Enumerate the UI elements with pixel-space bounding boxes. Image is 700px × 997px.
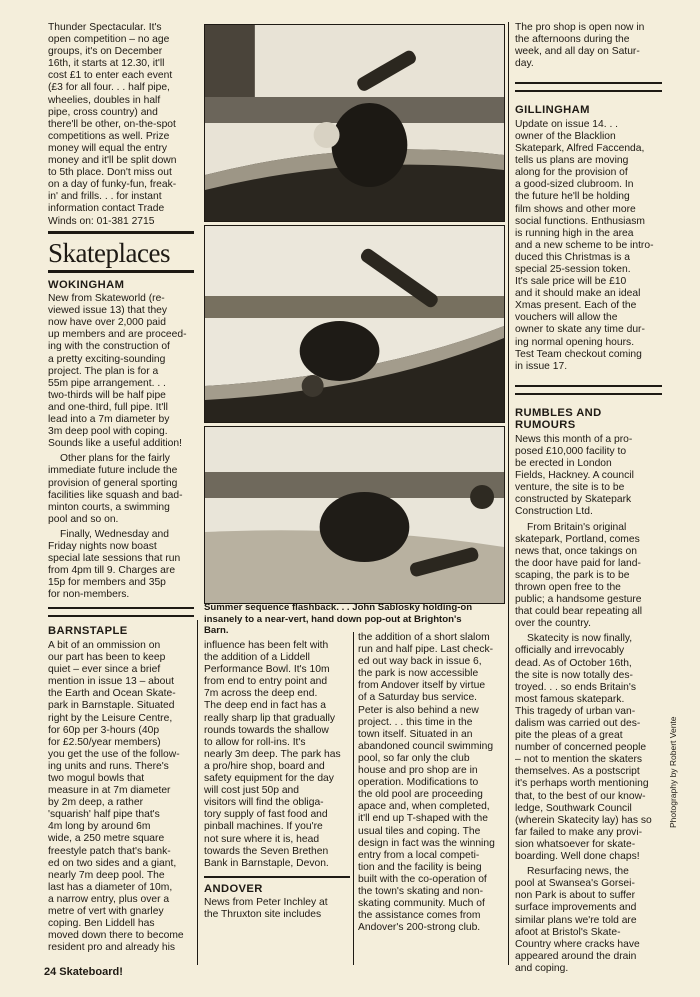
photo-skater-3 — [204, 426, 505, 604]
andover-divider — [204, 876, 350, 878]
gillingham-divider — [515, 82, 662, 92]
rumbles-paragraph-2: From Britain's original skatepark, Portland, comes news that, once takings on the door have paid for land- scaping, the park is to be thrown open free to the public; a handsome gesture that could bear repeating all over the country. — [515, 521, 643, 630]
column-4 — [515, 22, 662, 978]
photo-skater-1 — [204, 24, 505, 222]
wokingham-heading: WOKINGHAM — [48, 278, 125, 291]
rumbles-paragraph-1: News this month of a pro- posed £10,000 facility to be erected in London Fields, Hackney. A council venture, the site is to be constructed by Skatepark Construction Ltd. — [515, 433, 634, 518]
photo-credit — [668, 678, 682, 828]
andover-heading: ANDOVER — [204, 882, 263, 895]
column-divider — [508, 22, 509, 965]
photo-credit-text: Photography by Robert Vente — [668, 716, 678, 828]
wokingham-paragraph-3: Finally, Wednesday and Friday nights now boast special late sessions that run from 4pm till 9. Charges are 15p for members and 35p for non-members. — [48, 528, 181, 601]
gillingham-text: Update on issue 14. . . owner of the Blacklion Skatepark, Alfred Faccenda, tells us plans are moving along for the provision of a good-sized clubroom. In the future he'll be holding film shows and other more social functions. Enthusiasm is running high in the area and a new scheme to be intro- duced this Christmas is a special 25-session token. It's sale price will be £10 and it should make an ideal Xmas present. Each of the vouchers will allow the owner to skate any time dur- ing normal opening hours. Test Team checkout coming in issue 17. — [515, 118, 654, 372]
rumbles-heading: RUMBLES AND RUMOURS — [515, 406, 602, 432]
gillingham-heading: GILLINGHAM — [515, 104, 590, 117]
thunder-spectacular-text: Thunder Spectacular. It's open competition – no age groups, it's on December 16th, it starts at 12.30, it'll cost £1 to enter each event (£3 for all four. . . half pipe, wheelies, doubles in half pipe, cross country) and there'll be other, on-the-spot competitions as well. Prize money will equal the entry money and it'll be split down to 5th place. Don't miss out on a day of funky-fun, freak- in' and frills. . . for instant information contact Trade Winds on: 01-381 2715 — [48, 22, 177, 227]
column-divider — [353, 632, 354, 965]
andover-text: News from Peter Inchley at the Thruxton site includes — [204, 897, 328, 921]
section-title: Skateplaces — [48, 237, 170, 268]
barnstaple-text: A bit of an ommission on our part has been to keep quiet – ever since a brief mention in issue 13 – about the Earth and Ocean Skate- park in Barnstaple. Situated right by the Leisure Centre, for 60p per 3-hours (40p for £2.50/year members) you get the use of the follow- ing units and runs. There's two mogul bowls that measure in at 7m diameter by 2m deep, a rather 'squarish' half pipe that's 4m long by around 6m wide, a 250 metre square freestyle patch that's bank- ed on two sides and a giant, nearly 7m deep pool. The last has a diameter of 10m, a narrow entry, plus over a metre of vert with gnarley coping. Ben Liddell has moved down there to become resident pro and already his — [48, 639, 184, 954]
photo-caption: Summer sequence flashback. . . John Sablosky holding-on insanely to a near-vert, hand down pop-out at Brighton's Barn. — [204, 602, 473, 636]
section-title-box — [48, 231, 194, 273]
column-divider — [197, 620, 198, 965]
column-2 — [204, 640, 350, 924]
column-1 — [48, 22, 194, 957]
wokingham-paragraph-2: Other plans for the fairly immediate future include the provision of general sporting facilities like squash and bad- minton courts, a swimming pool and so on. — [48, 453, 183, 525]
rumbles-paragraph-4: Resurfacing news, the pool at Swansea's Gorsei- non Park is about to suffer surface improvements and similar plans we're told are afoot at Bristol's Skate- Country where cracks have appeared around the drain and coping. — [515, 866, 640, 974]
section-divider — [48, 607, 194, 617]
page-footer: 24 Skateboard! — [44, 966, 123, 978]
photo-skater-2 — [204, 225, 505, 423]
wokingham-paragraph-1: New from Skateworld (re- viewed issue 13) that they now have over 2,000 paid up members and are proceed- ing with the construction of a pretty exciting-sounding project. The plan is for a 55m pipe arrangement. . . two-thirds will be half pipe and one-third, full pipe. It'll lead into a 7m diameter by 3m deep pool with coping. Sounds like a useful addition! — [48, 293, 187, 450]
barnstaple-heading: BARNSTAPLE — [48, 625, 128, 638]
column-3 — [358, 632, 504, 937]
rumbles-divider — [515, 385, 662, 395]
pro-shop-text: The pro shop is open now in the afternoons during the week, and all day on Satur- day. — [515, 22, 645, 70]
andover-continued-text: the addition of a short slalom run and half pipe. Last check- ed out way back in issue 6, the park is now accessible from Andover itself by virtue of a Saturday bus service. Peter is also behind a new project. . . this time in the town itself. Situated in an abandoned council swimming pool, so far only the club house and pro shop are in operation. Modifications to the old pool are proceeding apace and, when completed, it'll end up T-shaped with the usual tiles and coping. The design in fact was the winning entry from a local competi- tion and the facility is being built with the co-operation of the town's skating and non- skating community. Much of the assistance comes from Andover's 200-strong club. — [358, 632, 495, 934]
barnstaple-continued-text: influence has been felt with the addition of a Liddell Performance Bowl. It's 10m from end to entry point and 7m across the deep end. The deep end in fact has a really sharp lip that gradually rounds towards the shallow to allow for roll-ins. It's nearly 3m deep. The park has a pro/hire shop, board and safety equipment for the day will cost just 50p and visitors will find the obliga- tory supply of fast food and pinball machines. If you're not sure where it is, head towards the Seven Brethen Bank in Barnstaple, Devon. — [204, 640, 341, 869]
rumbles-paragraph-3: Skatecity is now finally, officially and irrevocably dead. As of October 16th, the site is now totally des- troyed. . . so ends Britain's most famous skatepark. This tragedy of urban van- dalism was carried out des- pite the pleas of a great number of concerned people – not to mention the skaters themselves. As a postscript it's perhaps worth mentioning that, to the best of our know- ledge, Southwark Council (wherein Skatecity lay) has so far failed to make any provi- sion whatsoever for skate- boarding. Well done chaps! — [515, 633, 652, 863]
